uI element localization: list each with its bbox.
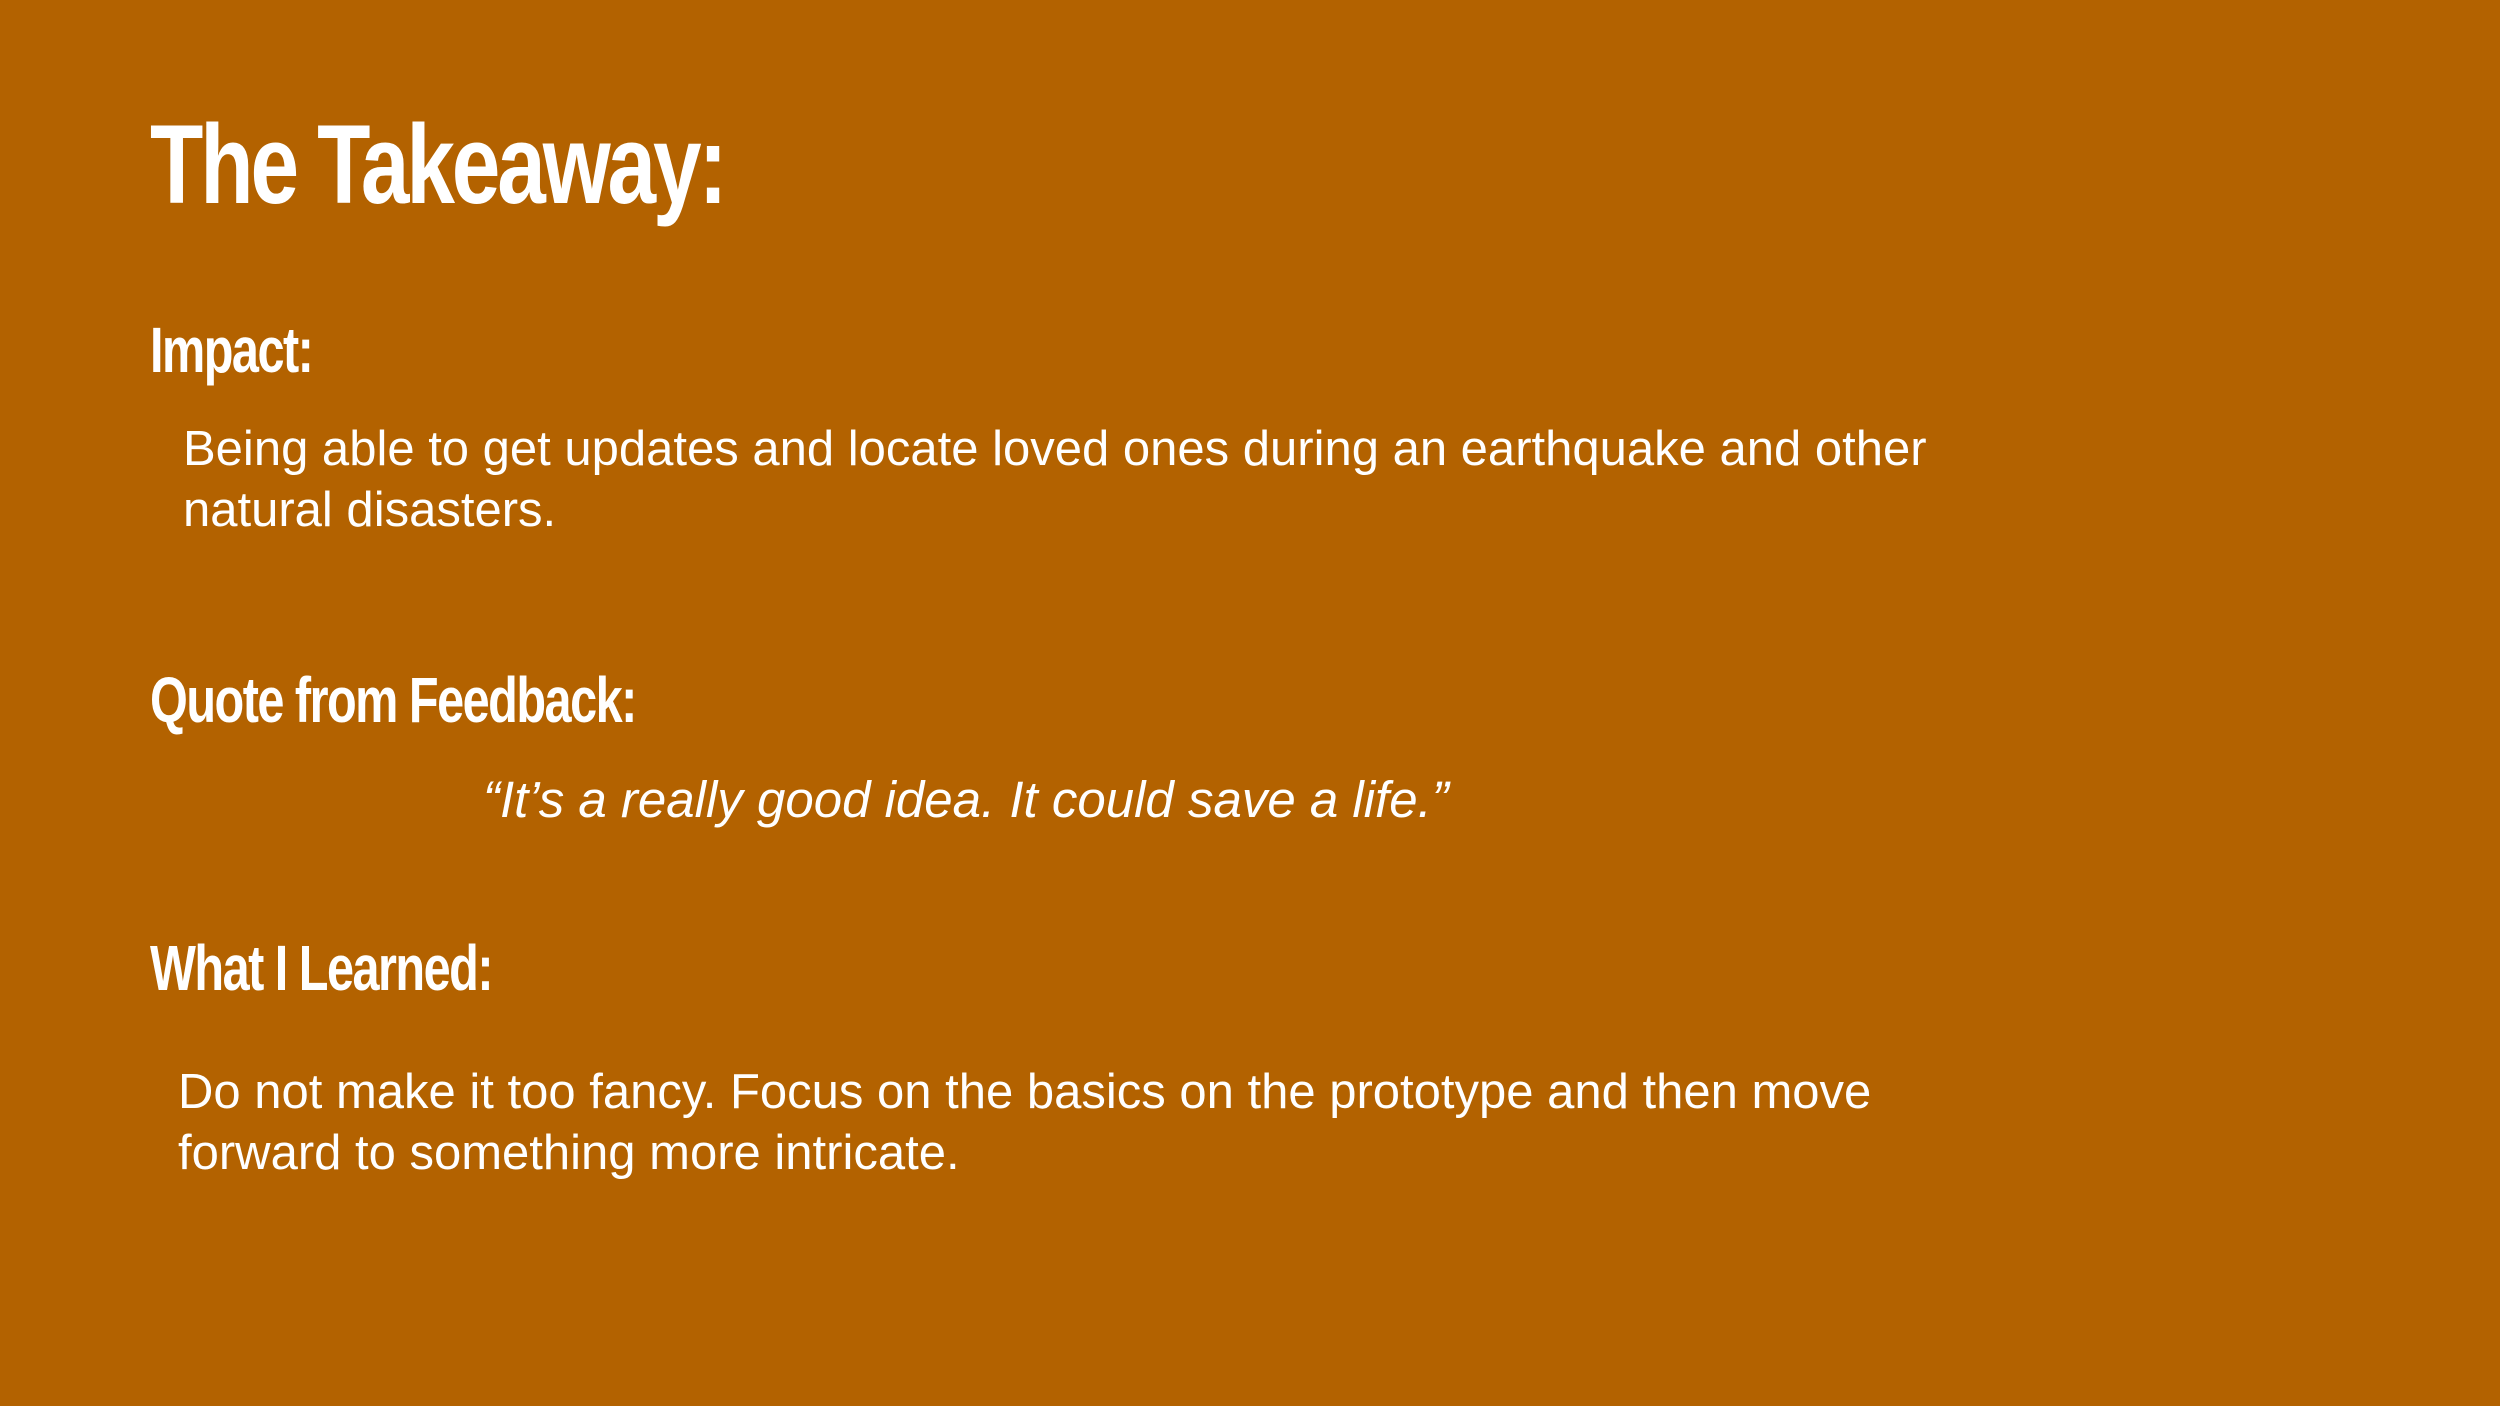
slide-title: The Takeaway: xyxy=(150,102,725,227)
impact-heading: Impact: xyxy=(150,314,313,386)
quote-heading: Quote from Feedback: xyxy=(150,664,636,736)
feedback-quote: “It’s a really good idea. It could save a life.” xyxy=(483,771,1449,828)
learned-heading: What I Learned: xyxy=(150,932,493,1004)
learned-text: Do not make it too fancy. Focus on the basics on the prototype and then move forward to something more intricate. xyxy=(178,1065,1872,1180)
impact-text: Being able to get updates and locate loved ones during an earthquake and other natural disasters. xyxy=(183,422,1927,537)
